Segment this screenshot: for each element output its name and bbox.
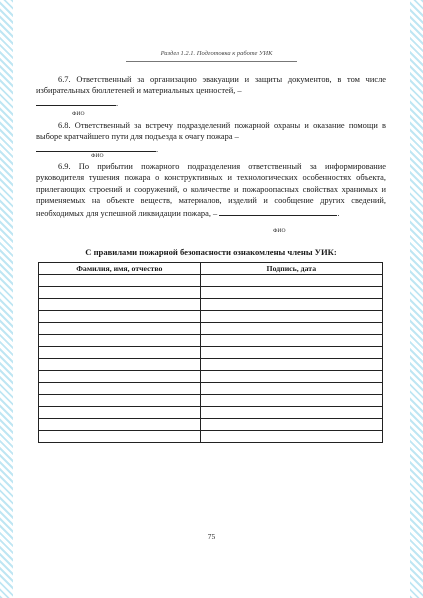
signature-cell (200, 419, 382, 431)
name-cell (39, 287, 201, 299)
name-cell (39, 299, 201, 311)
signature-cell (200, 359, 382, 371)
paragraph-6-8-text: 6.8. Ответственный за встречу подразделений пожарной охраны и оказание помощи в выборе кратчайшего пути для подъезда к очагу пожара – (36, 121, 386, 142)
section-title: С правилами пожарной безопасности ознакомлены члены УИК: (85, 247, 337, 257)
name-cell (39, 431, 201, 443)
table-row (39, 383, 383, 395)
blank-line-6-9 (219, 207, 337, 216)
blank-line-6-8 (36, 143, 156, 152)
name-cell (39, 407, 201, 419)
paragraph-6-7: 6.7. Ответственный за организацию эвакуации и защиты документов, в том числе избирательных бюллетеней и материальных ценностей, – . (36, 75, 386, 108)
table-body (39, 275, 383, 443)
signature-cell (200, 431, 382, 443)
table-row (39, 335, 383, 347)
signature-cell (200, 323, 382, 335)
paragraph-6-7-text: 6.7. Ответственный за организацию эвакуации и защиты документов, в том числе избирательных бюллетеней и материальных ценностей, – (36, 75, 386, 96)
running-head: Раздел 1.2.1. Подготовка к работе УИК (160, 50, 273, 57)
paragraph-6-9: 6.9. По прибытии пожарного подразделения ответственный за информирование руководителя тушения пожара о конструктивных и технологических особенностях объекта, прилегающих строений и сооружений, о количестве и пожароопасных свойствах хранимых и применяемых на объекте веществ, материалов, изделий и сообщение других сведений, необходимых для успешной ликвидации пожара, – . (36, 162, 386, 218)
table-row (39, 275, 383, 287)
signature-cell (200, 311, 382, 323)
signature-cell (200, 347, 382, 359)
table-row (39, 323, 383, 335)
table-header-row (39, 263, 383, 275)
decorative-right-stripe (410, 0, 423, 598)
table-row (39, 287, 383, 299)
name-cell (39, 395, 201, 407)
header-rule (126, 61, 297, 62)
table-row (39, 407, 383, 419)
table-row (39, 311, 383, 323)
table-row (39, 299, 383, 311)
page-number: 75 (207, 532, 216, 541)
fio-label-6-7: ФИО (72, 111, 85, 117)
table-row (39, 371, 383, 383)
name-cell (39, 383, 201, 395)
name-cell (39, 359, 201, 371)
blank-line-6-7 (36, 97, 116, 106)
name-cell (39, 323, 201, 335)
signature-cell (200, 383, 382, 395)
header-full-name: Фамилия, имя, отчество (39, 263, 201, 275)
name-cell (39, 347, 201, 359)
decorative-left-stripe (0, 0, 13, 598)
signature-cell (200, 299, 382, 311)
signature-cell (200, 287, 382, 299)
fio-label-6-9: ФИО (273, 228, 286, 234)
signature-cell (200, 371, 382, 383)
name-cell (39, 275, 201, 287)
table-row (39, 419, 383, 431)
table-row (39, 395, 383, 407)
uik-members-table (38, 262, 383, 443)
table-row (39, 359, 383, 371)
signature-cell (200, 275, 382, 287)
table-row (39, 431, 383, 443)
fio-label-6-8: ФИО (91, 153, 104, 159)
header-signature-date: Подпись, дата (200, 263, 382, 275)
table-row (39, 347, 383, 359)
signature-cell (200, 335, 382, 347)
name-cell (39, 371, 201, 383)
paragraph-6-8: 6.8. Ответственный за встречу подразделений пожарной охраны и оказание помощи в выборе кратчайшего пути для подъезда к очагу пожара – . (36, 121, 386, 154)
signature-cell (200, 395, 382, 407)
name-cell (39, 419, 201, 431)
name-cell (39, 311, 201, 323)
signature-cell (200, 407, 382, 419)
name-cell (39, 335, 201, 347)
paragraph-6-9-text: 6.9. По прибытии пожарного подразделения ответственный за информирование руководителя тушения пожара о конструктивных и технологических особенностях объекта, прилегающих строений и сооружений, о количестве и пожароопасных свойствах хранимых и применяемых на объекте веществ, материалов, изделий и сообщение других сведений, необходимых для успешной ликвидации пожара, – (36, 162, 386, 218)
